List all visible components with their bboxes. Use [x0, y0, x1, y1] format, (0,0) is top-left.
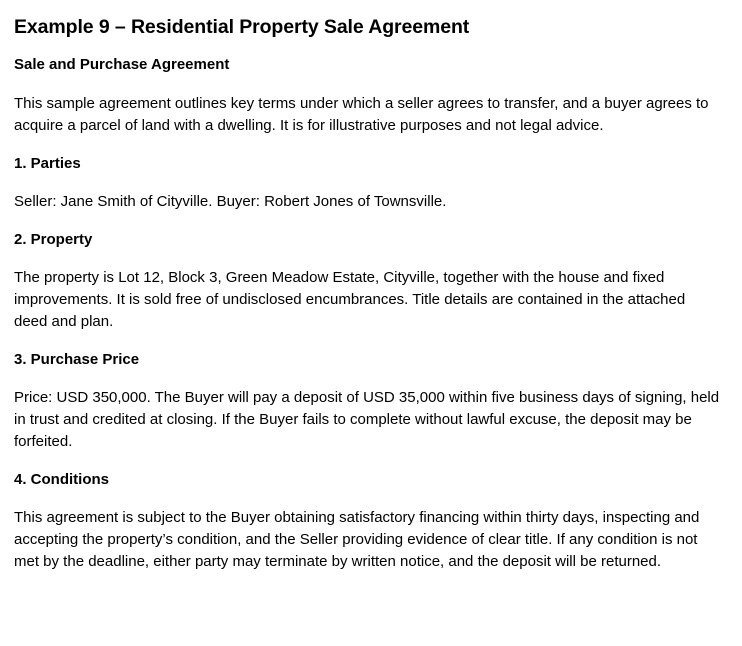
section-body: Seller: Jane Smith of Cityville. Buyer: Robert Jones of Townsville. [14, 193, 447, 210]
section-purchase-price [14, 350, 728, 453]
document-subtitle: Sale and Purchase Agreement [14, 56, 230, 73]
section-property [14, 230, 728, 333]
section-body: The property is Lot 12, Block 3, Green Meadow Estate, Cityville, together with the house and fixed improvements. It is sold free of undisclosed encumbrances. Title details are contained in the attached deed and plan. [14, 269, 686, 330]
intro-paragraph: This sample agreement outlines key terms under which a seller agrees to transfer, and a buyer agrees to acquire a parcel of land with a dwelling. It is for illustrative purposes and not legal advice. [14, 95, 709, 134]
section-heading: 4. Conditions [14, 471, 109, 488]
document-title: Example 9 – Residential Property Sale Agreement [14, 16, 470, 38]
section-body: Price: USD 350,000. The Buyer will pay a deposit of USD 35,000 within five business days of signing, held in trust and credited at closing. If the Buyer fails to complete without lawful excuse, the deposit may be forfeited. [14, 389, 720, 450]
section-parties [14, 154, 728, 213]
section-heading: 1. Parties [14, 155, 81, 172]
section-conditions [14, 470, 728, 573]
section-body: This agreement is subject to the Buyer obtaining satisfactory financing within thirty days, inspecting and accepting the property’s condition, and the Seller providing evidence of clear title. If any condition is not met by the deadline, either party may terminate by written notice, and the deposit will be returned. [14, 509, 700, 570]
section-heading: 2. Property [14, 231, 93, 248]
section-heading: 3. Purchase Price [14, 351, 140, 368]
